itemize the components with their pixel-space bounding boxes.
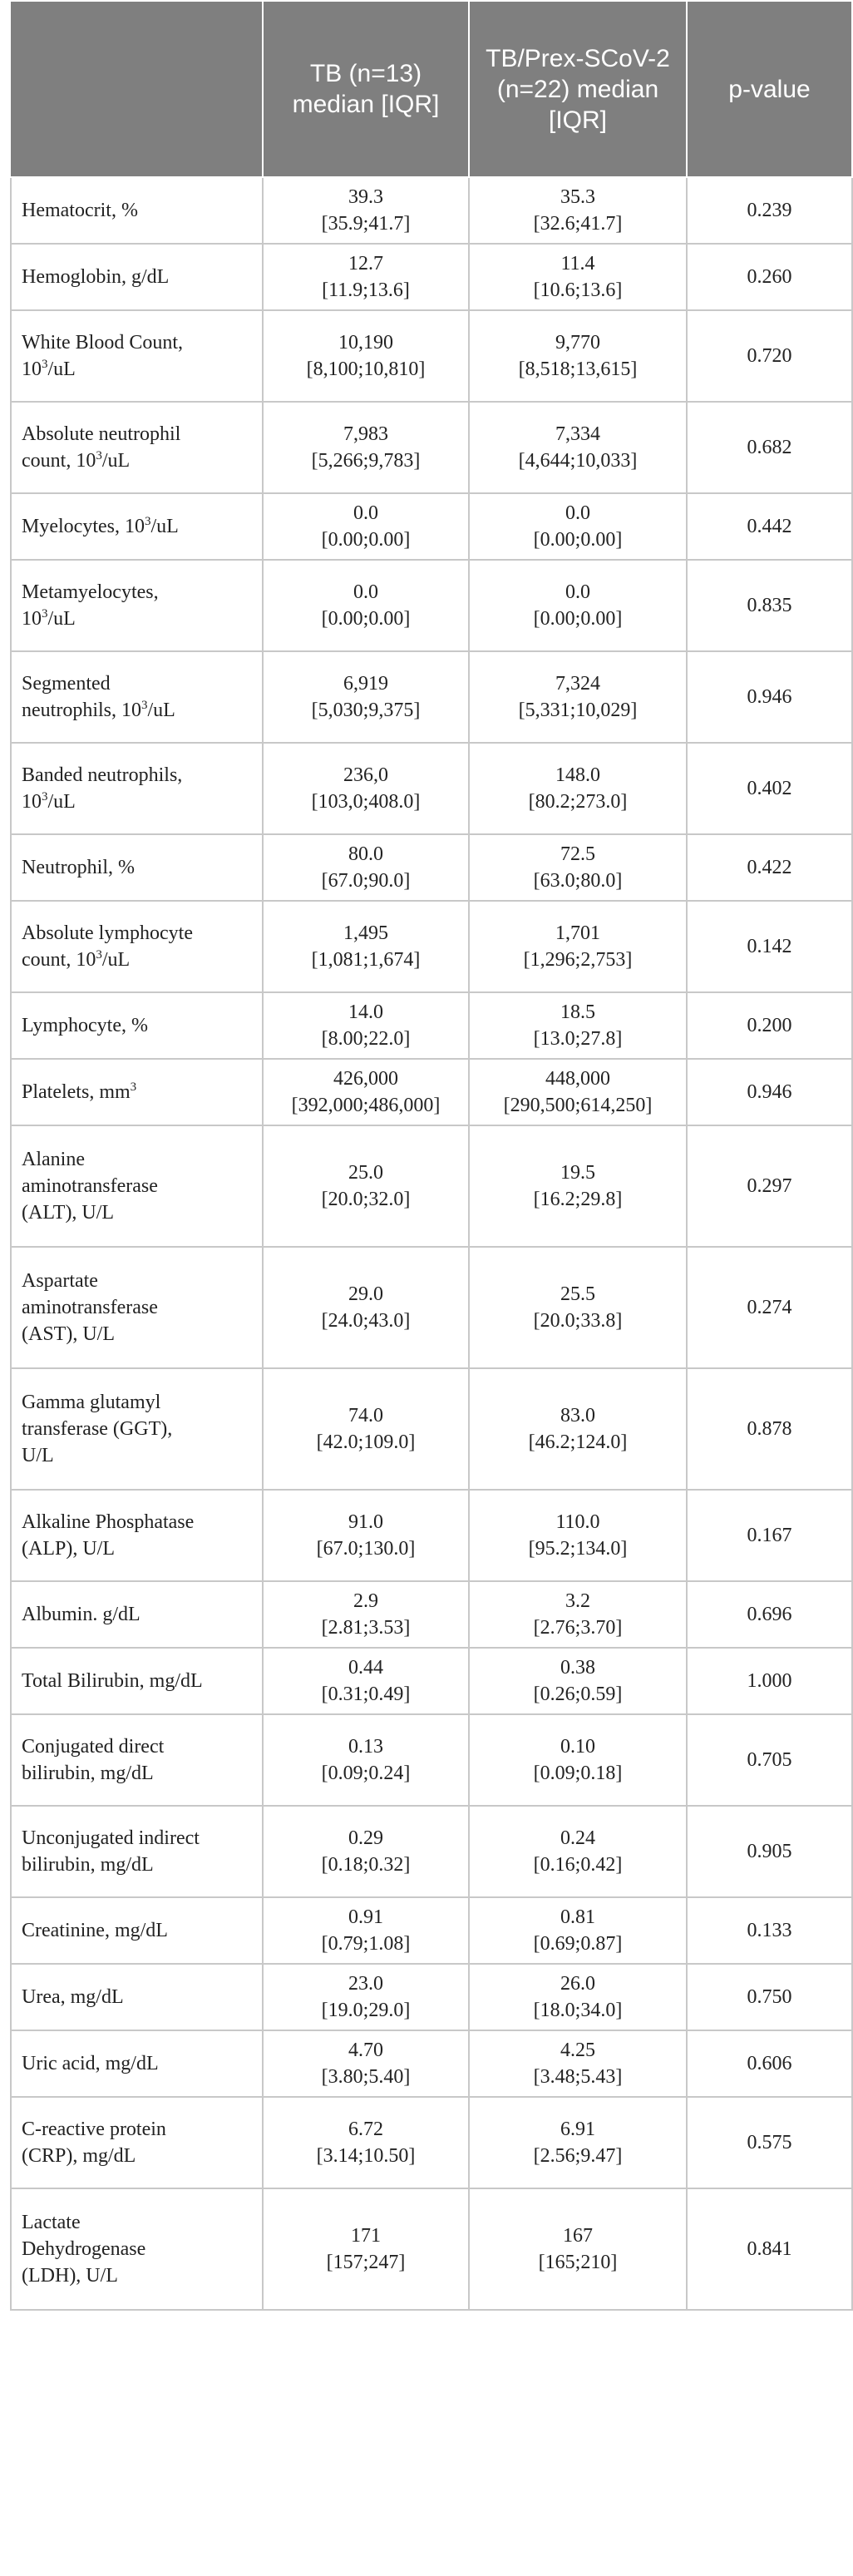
p-value: 0.606 — [687, 2030, 852, 2097]
prex-value: 83.0 [46.2;124.0] — [469, 1368, 687, 1490]
row-label: Neutrophil, % — [11, 834, 263, 901]
row-label: Myelocytes, $10^3/uL$ — [11, 493, 263, 560]
tb-value: 39.3 [35.9;41.7] — [263, 177, 469, 244]
row-label: Gamma glutamyl transferase (GGT), U/L — [11, 1368, 263, 1490]
tb-value: 25.0 [20.0;32.0] — [263, 1125, 469, 1247]
label-line: Hematocrit, % — [22, 200, 138, 221]
prex-value: 35.3 [32.6;41.7] — [469, 177, 687, 244]
row-label: Lactate Dehydrogenase (LDH), U/L — [11, 2188, 263, 2310]
table-row — [11, 493, 852, 560]
table-row — [11, 177, 852, 244]
prex-value: 0.24 [0.16;0.42] — [469, 1806, 687, 1897]
table-row — [11, 834, 852, 901]
row-label: Segmented neutrophils, $10^3/uL$ — [11, 651, 263, 743]
row-label: C-reactive protein (CRP), mg/dL — [11, 2097, 263, 2188]
row-label: Urea, mg/dL — [11, 1964, 263, 2030]
tb-value: 0.0 [0.00;0.00] — [263, 560, 469, 651]
p-value: 0.200 — [687, 992, 852, 1059]
table-row — [11, 1581, 852, 1648]
tb-value: 1,495 [1,081;1,674] — [263, 901, 469, 992]
p-value: 0.878 — [687, 1368, 852, 1490]
prex-value: 3.2 [2.76;3.70] — [469, 1581, 687, 1648]
p-value: 0.682 — [687, 402, 852, 493]
p-value: 0.167 — [687, 1490, 852, 1581]
row-label: White Blood Count, $10^3/uL$ — [11, 310, 263, 402]
table-row — [11, 560, 852, 651]
prex-value: 72.5 [63.0;80.0] — [469, 834, 687, 901]
row-label: Alanine aminotransferase (ALT), U/L — [11, 1125, 263, 1247]
prex-value: 6.91 [2.56;9.47] — [469, 2097, 687, 2188]
tb-value: 7,983 [5,266;9,783] — [263, 402, 469, 493]
table-row — [11, 310, 852, 402]
prex-value: 26.0 [18.0;34.0] — [469, 1964, 687, 2030]
table-row — [11, 2188, 852, 2310]
table-row — [11, 2097, 852, 2188]
row-label: Absolute neutrophil count, $10^3/uL$ — [11, 402, 263, 493]
p-value: 0.133 — [687, 1897, 852, 1964]
table-body — [11, 177, 852, 2310]
p-value: 0.442 — [687, 493, 852, 560]
table-row — [11, 402, 852, 493]
tb-value: 0.13 [0.09;0.24] — [263, 1714, 469, 1806]
prex-value: 9,770 [8,518;13,615] — [469, 310, 687, 402]
p-value: 0.239 — [687, 177, 852, 244]
row-label: Uric acid, mg/dL — [11, 2030, 263, 2097]
row-label: Hemoglobin, g/dL — [11, 244, 263, 310]
tb-value: 0.0 [0.00;0.00] — [263, 493, 469, 560]
table-row — [11, 1490, 852, 1581]
tb-value: 426,000 [392,000;486,000] — [263, 1059, 469, 1125]
tb-value: 23.0 [19.0;29.0] — [263, 1964, 469, 2030]
table-header — [11, 1, 852, 177]
prex-value: 110.0 [95.2;134.0] — [469, 1490, 687, 1581]
p-value: 0.402 — [687, 743, 852, 834]
prex-value: 19.5 [16.2;29.8] — [469, 1125, 687, 1247]
tb-value: 74.0 [42.0;109.0] — [263, 1368, 469, 1490]
table-row — [11, 244, 852, 310]
prex-value: 0.38 [0.26;0.59] — [469, 1648, 687, 1714]
tb-value: 6.72 [3.14;10.50] — [263, 2097, 469, 2188]
table-row — [11, 2030, 852, 2097]
prex-value: 25.5 [20.0;33.8] — [469, 1247, 687, 1368]
prex-value: 0.10 [0.09;0.18] — [469, 1714, 687, 1806]
tb-value: 0.91 [0.79;1.08] — [263, 1897, 469, 1964]
p-value: 0.575 — [687, 2097, 852, 2188]
tb-value: 236,0 [103,0;408.0] — [263, 743, 469, 834]
tb-value: 80.0 [67.0;90.0] — [263, 834, 469, 901]
table-row — [11, 1897, 852, 1964]
header-label-column — [11, 1, 263, 177]
prex-value: 0.0 [0.00;0.00] — [469, 493, 687, 560]
prex-value: 11.4 [10.6;13.6] — [469, 244, 687, 310]
table-row — [11, 1125, 852, 1247]
p-value: 0.905 — [687, 1806, 852, 1897]
header-tb: TB (n=13) median [IQR] — [263, 1, 469, 177]
header-row — [11, 1, 852, 177]
prex-value: 167 [165;210] — [469, 2188, 687, 2310]
row-label: Unconjugated indirect bilirubin, mg/dL — [11, 1806, 263, 1897]
row-label: Creatinine, mg/dL — [11, 1897, 263, 1964]
row-label: Alkaline Phosphatase (ALP), U/L — [11, 1490, 263, 1581]
tb-value: 29.0 [24.0;43.0] — [263, 1247, 469, 1368]
tb-value: 4.70 [3.80;5.40] — [263, 2030, 469, 2097]
prex-value: 4.25 [3.48;5.43] — [469, 2030, 687, 2097]
table-row — [11, 1806, 852, 1897]
row-label: Absolute lymphocyte count, $10^3/uL$ — [11, 901, 263, 992]
table-row — [11, 992, 852, 1059]
p-value: 0.835 — [687, 560, 852, 651]
header-p-value: p-value — [687, 1, 852, 177]
p-value: 1.000 — [687, 1648, 852, 1714]
header-tb-prex-scov2: TB/Prex-SCoV-2 (n=22) median [IQR] — [469, 1, 687, 177]
table-row — [11, 1648, 852, 1714]
table-row — [11, 1059, 852, 1125]
p-value: 0.696 — [687, 1581, 852, 1648]
p-value: 0.705 — [687, 1714, 852, 1806]
p-value: 0.841 — [687, 2188, 852, 2310]
prex-value: 448,000 [290,500;614,250] — [469, 1059, 687, 1125]
p-value: 0.720 — [687, 310, 852, 402]
prex-value: 7,334 [4,644;10,033] — [469, 402, 687, 493]
tb-value: 0.29 [0.18;0.32] — [263, 1806, 469, 1897]
table-row — [11, 901, 852, 992]
prex-value: 0.81 [0.69;0.87] — [469, 1897, 687, 1964]
prex-value: 148.0 [80.2;273.0] — [469, 743, 687, 834]
row-label — [11, 177, 263, 244]
tb-value: 6,919 [5,030;9,375] — [263, 651, 469, 743]
p-value: 0.946 — [687, 1059, 852, 1125]
table-container — [10, 0, 851, 2311]
row-label: Albumin. g/dL — [11, 1581, 263, 1648]
p-value: 0.274 — [687, 1247, 852, 1368]
table-row — [11, 743, 852, 834]
row-label: Lymphocyte, % — [11, 992, 263, 1059]
tb-value: 91.0 [67.0;130.0] — [263, 1490, 469, 1581]
lab-results-table — [10, 0, 853, 2311]
row-label: Banded neutrophils, $10^3/uL$ — [11, 743, 263, 834]
p-value: 0.297 — [687, 1125, 852, 1247]
p-value: 0.946 — [687, 651, 852, 743]
p-value: 0.260 — [687, 244, 852, 310]
tb-value: 10,190 [8,100;10,810] — [263, 310, 469, 402]
table-row — [11, 1964, 852, 2030]
p-value: 0.422 — [687, 834, 852, 901]
prex-value: 0.0 [0.00;0.00] — [469, 560, 687, 651]
tb-value: 2.9 [2.81;3.53] — [263, 1581, 469, 1648]
row-label: Conjugated direct bilirubin, mg/dL — [11, 1714, 263, 1806]
table-row — [11, 1368, 852, 1490]
row-label: Platelets, $mm^3$ — [11, 1059, 263, 1125]
tb-value: 12.7 [11.9;13.6] — [263, 244, 469, 310]
tb-value: 14.0 [8.00;22.0] — [263, 992, 469, 1059]
table-row — [11, 1247, 852, 1368]
table-row — [11, 1714, 852, 1806]
tb-value: 171 [157;247] — [263, 2188, 469, 2310]
row-label: Aspartate aminotransferase (AST), U/L — [11, 1247, 263, 1368]
row-label: Total Bilirubin, mg/dL — [11, 1648, 263, 1714]
tb-value: 0.44 [0.31;0.49] — [263, 1648, 469, 1714]
row-label: Metamyelocytes, $10^3/uL$ — [11, 560, 263, 651]
prex-value: 7,324 [5,331;10,029] — [469, 651, 687, 743]
prex-value: 1,701 [1,296;2,753] — [469, 901, 687, 992]
prex-value: 18.5 [13.0;27.8] — [469, 992, 687, 1059]
p-value: 0.142 — [687, 901, 852, 992]
table-row — [11, 651, 852, 743]
p-value: 0.750 — [687, 1964, 852, 2030]
